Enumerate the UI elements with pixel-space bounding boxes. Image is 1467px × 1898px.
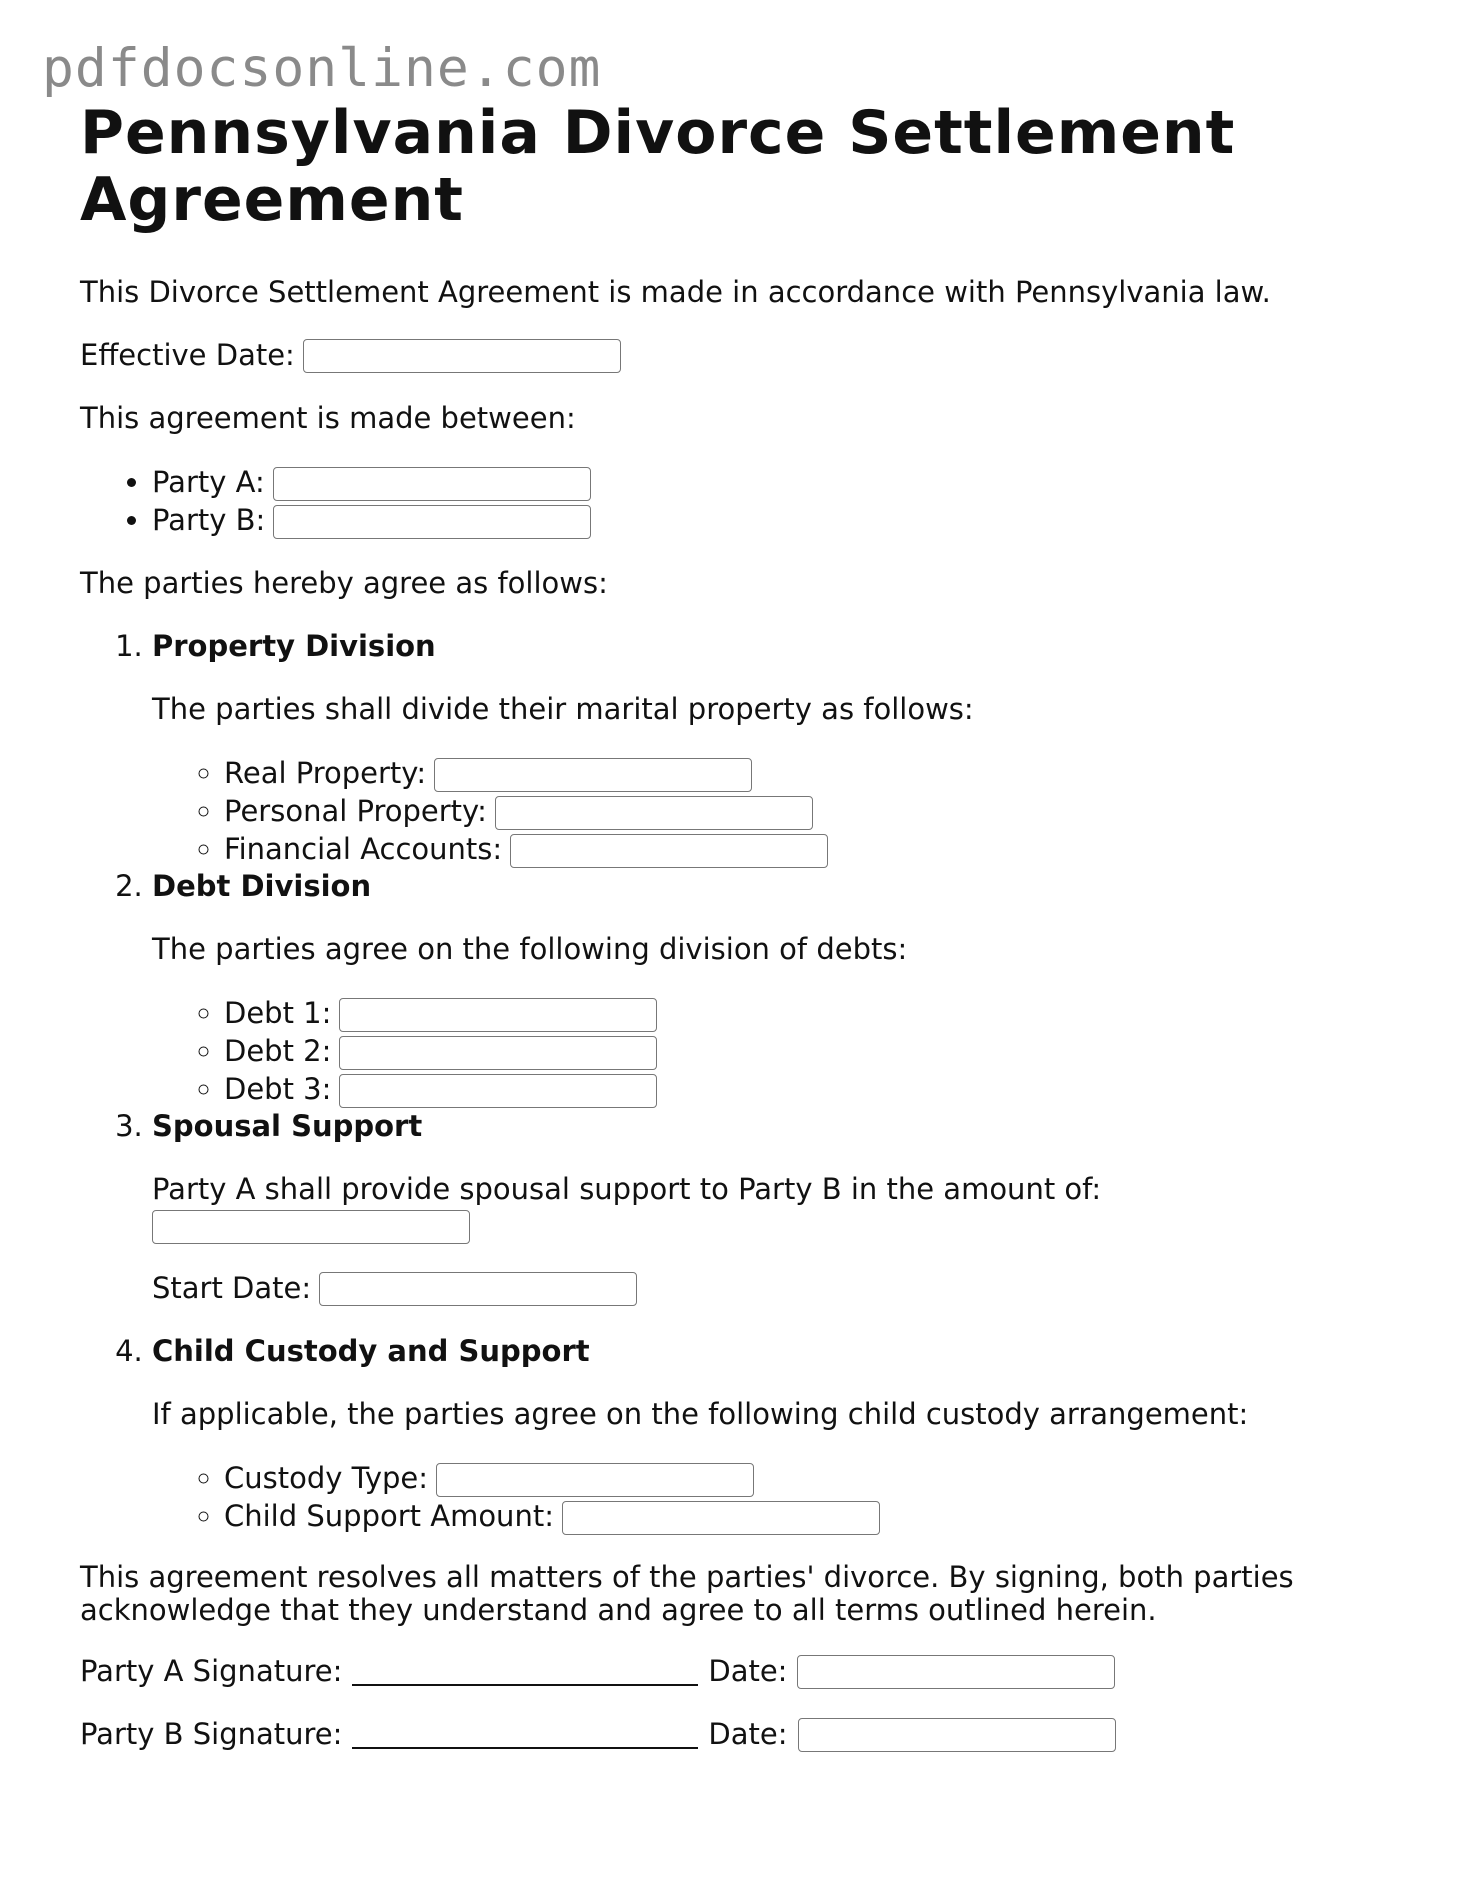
debt-3-field[interactable] bbox=[339, 1074, 657, 1108]
financial-accounts-label: Financial Accounts: bbox=[224, 832, 503, 866]
section-title: 2. Debt Division bbox=[152, 869, 372, 903]
start-date-label: Start Date: bbox=[152, 1271, 312, 1305]
debt-1-field[interactable] bbox=[339, 998, 657, 1032]
date-field[interactable] bbox=[798, 1718, 1116, 1752]
party-b-field[interactable] bbox=[273, 505, 591, 539]
section-property bbox=[152, 628, 1420, 868]
between-text: This agreement is made between: bbox=[80, 401, 576, 435]
section-title: 3. Spousal Support bbox=[152, 1109, 423, 1143]
spousal-amount-field[interactable] bbox=[152, 1210, 470, 1244]
real-property-field[interactable] bbox=[434, 758, 752, 792]
signature-label: Party A Signature: bbox=[80, 1654, 343, 1688]
debt-2-field[interactable] bbox=[339, 1036, 657, 1070]
date-label: Date: bbox=[708, 1717, 788, 1751]
debt-2-label: Debt 2: bbox=[224, 1034, 332, 1068]
list-item bbox=[224, 792, 1420, 830]
list-item bbox=[224, 1070, 1420, 1108]
watermark-text: pdfdocsonline.com bbox=[42, 38, 602, 99]
signature-line[interactable] bbox=[352, 1721, 698, 1749]
list-item bbox=[224, 1497, 1420, 1535]
custody-type-label: Custody Type: bbox=[224, 1461, 429, 1495]
effective-date-field[interactable] bbox=[303, 339, 621, 373]
effective-date-row bbox=[80, 337, 1420, 374]
party-a-label: Party A: bbox=[152, 465, 265, 499]
child-support-label: Child Support Amount: bbox=[224, 1499, 554, 1533]
personal-property-label: Personal Property: bbox=[224, 794, 487, 828]
sections-list bbox=[80, 628, 1420, 1535]
start-date-field[interactable] bbox=[319, 1272, 637, 1306]
list-item bbox=[152, 501, 1420, 539]
debt-list bbox=[152, 994, 1420, 1108]
section-desc: The parties shall divide their marital property as follows: bbox=[152, 692, 974, 726]
section-desc: The parties agree on the following division of debts: bbox=[152, 932, 908, 966]
financial-accounts-field[interactable] bbox=[510, 834, 828, 868]
section-desc: If applicable, the parties agree on the following child custody arrangement: bbox=[152, 1397, 1249, 1431]
document bbox=[80, 100, 1420, 1753]
list-item bbox=[224, 1032, 1420, 1070]
personal-property-field[interactable] bbox=[495, 796, 813, 830]
debt-3-label: Debt 3: bbox=[224, 1072, 332, 1106]
real-property-label: Real Property: bbox=[224, 756, 427, 790]
signature-row-party-a bbox=[80, 1653, 1420, 1690]
list-item bbox=[224, 754, 1420, 792]
section-spousal bbox=[152, 1108, 1420, 1307]
section-custody bbox=[152, 1333, 1420, 1535]
list-item bbox=[224, 994, 1420, 1032]
party-a-field[interactable] bbox=[273, 467, 591, 501]
parties-list bbox=[80, 463, 1420, 539]
list-item bbox=[224, 1459, 1420, 1497]
page-title: Pennsylvania Divorce Settlement Agreement bbox=[80, 98, 1236, 235]
party-b-label: Party B: bbox=[152, 503, 266, 537]
custody-list bbox=[152, 1459, 1420, 1535]
list-item bbox=[152, 463, 1420, 501]
section-title: 4. Child Custody and Support bbox=[152, 1334, 590, 1368]
section-title: 1. Property Division bbox=[152, 629, 436, 663]
intro-text: This Divorce Settlement Agreement is made in accordance with Pennsylvania law. bbox=[80, 275, 1271, 309]
date-label: Date: bbox=[708, 1654, 788, 1688]
date-field[interactable] bbox=[797, 1655, 1115, 1689]
agree-text: The parties hereby agree as follows: bbox=[80, 566, 608, 600]
start-date-row bbox=[152, 1270, 1420, 1307]
list-item bbox=[224, 830, 1420, 868]
section-desc: Party A shall provide spousal support to Party B in the amount of: bbox=[152, 1172, 1102, 1206]
debt-1-label: Debt 1: bbox=[224, 996, 332, 1030]
custody-type-field[interactable] bbox=[436, 1463, 754, 1497]
section-debt bbox=[152, 868, 1420, 1108]
signature-label: Party B Signature: bbox=[80, 1717, 343, 1751]
signature-row-party-b bbox=[80, 1716, 1420, 1753]
signature-line[interactable] bbox=[352, 1658, 698, 1686]
child-support-field[interactable] bbox=[562, 1501, 880, 1535]
closing-text: This agreement resolves all matters of the parties' divorce. By signing, both parties acknowledge that they understand and agree to all terms outlined herein. bbox=[80, 1560, 1294, 1627]
effective-date-label: Effective Date: bbox=[80, 338, 295, 372]
property-list bbox=[152, 754, 1420, 868]
